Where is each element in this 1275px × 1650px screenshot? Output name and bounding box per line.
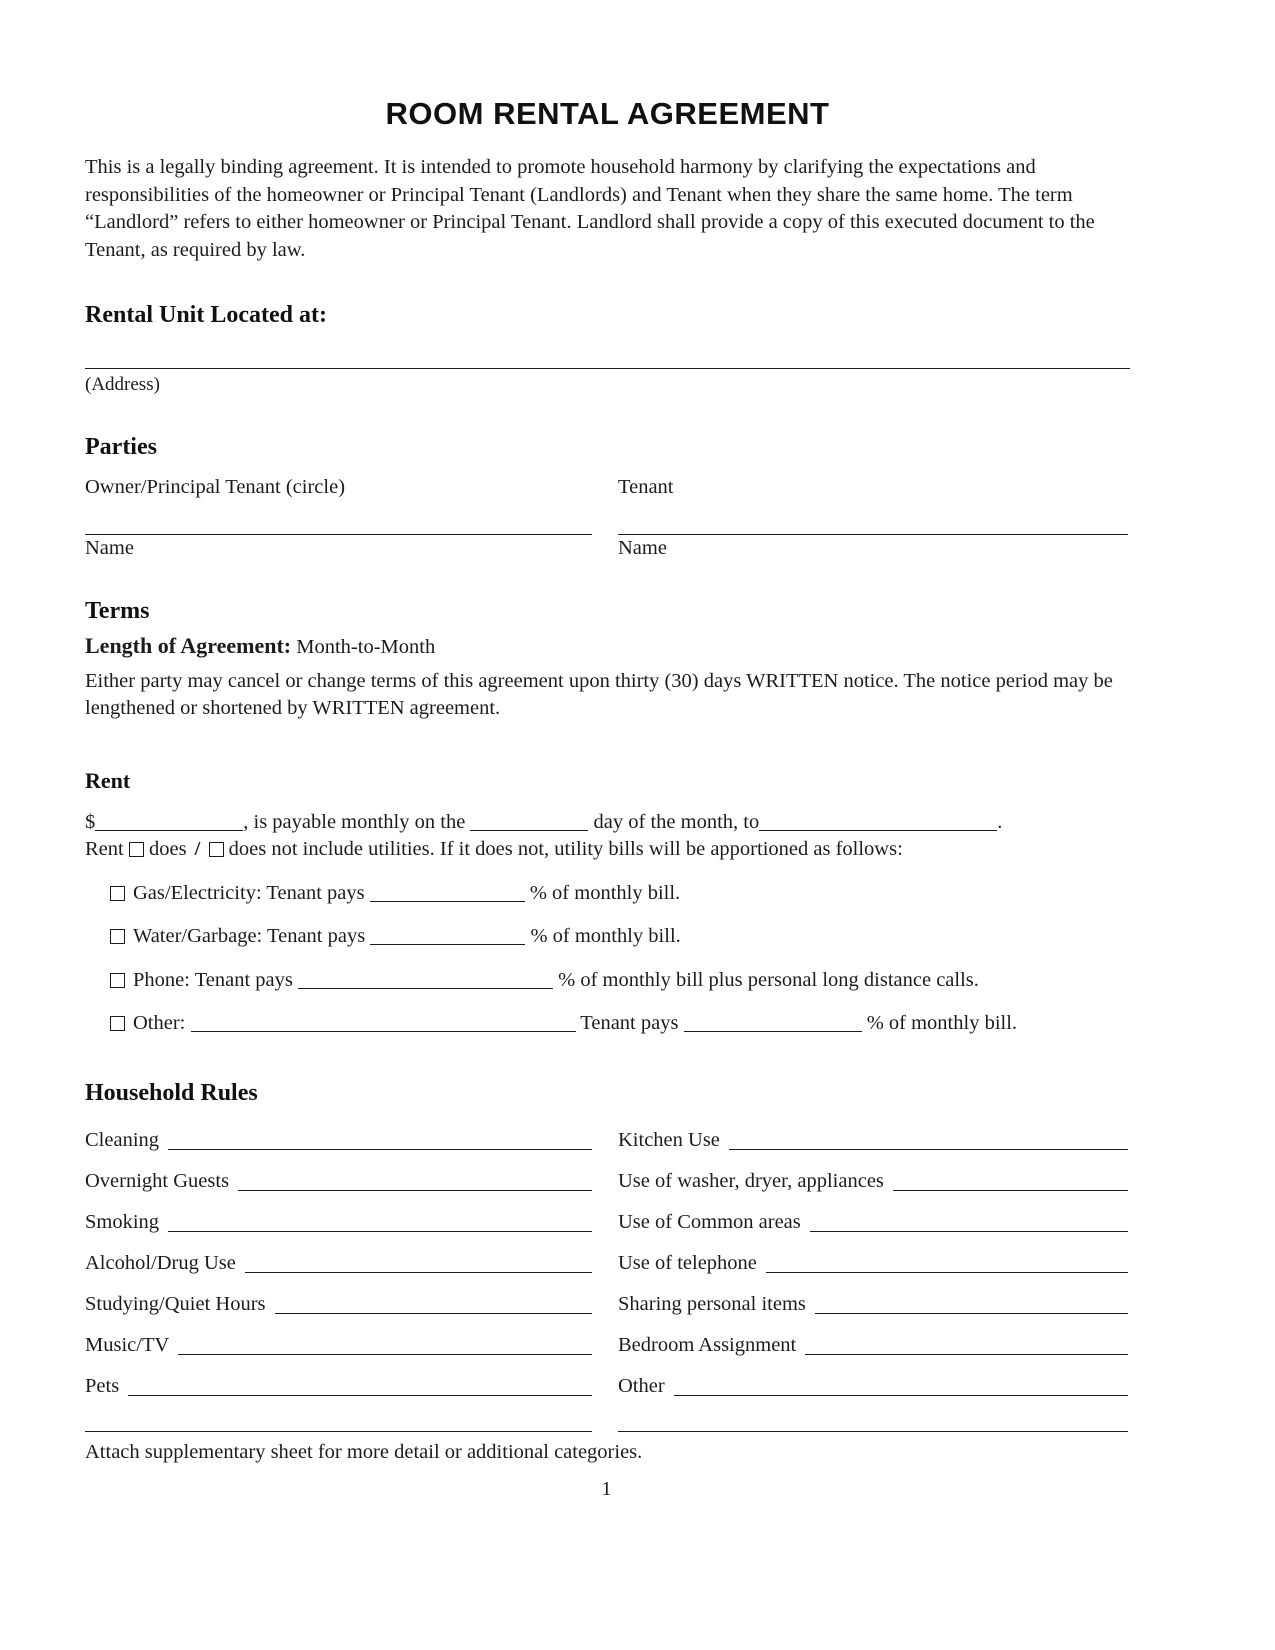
rule-label: Alcohol/Drug Use <box>85 1252 236 1274</box>
rent-payable-period: . <box>997 810 1003 833</box>
rent-heading: Rent <box>85 767 131 793</box>
rule-blank[interactable] <box>674 1395 1128 1396</box>
rule-row-common-areas <box>618 1196 1128 1237</box>
intro-paragraph: This is a legally binding agreement. It is intended to promote household harmony by clarifying the expectations and responsibilities of the homeowner or Principal Tenant (Landlords) and Tenant when they share the same home. The term “Landlord” refers to either homeowner or Principal Tenant. Landlord shall provide a copy of this executed document to the Tenant, as required by law. <box>85 156 1095 261</box>
rule-label: Bedroom Assignment <box>618 1334 797 1356</box>
household-rules-left-column <box>85 1114 592 1437</box>
rule-label: Sharing personal items <box>618 1293 806 1315</box>
rule-row-bedroom-assignment <box>618 1319 1128 1360</box>
rent-payable-text-1: , is payable monthly on the <box>243 810 466 833</box>
rule-blank[interactable] <box>238 1190 592 1191</box>
page-number: 1 <box>601 1478 612 1500</box>
rule-label: Pets <box>85 1375 120 1397</box>
terms-heading: Terms <box>85 598 150 624</box>
rule-row-extra-right <box>618 1401 1128 1437</box>
water-garbage-row <box>85 923 1130 951</box>
water-garbage-suffix: % of monthly bill. <box>530 925 681 947</box>
other-utility-mid: Tenant pays <box>580 1012 679 1034</box>
does-checkbox[interactable] <box>129 842 144 857</box>
rule-blank[interactable] <box>178 1354 592 1355</box>
owner-name-label: Name <box>85 536 134 559</box>
rule-label: Use of washer, dryer, appliances <box>618 1170 884 1192</box>
tenant-label: Tenant <box>618 476 674 498</box>
rule-blank[interactable] <box>810 1231 1128 1232</box>
supplementary-note: Attach supplementary sheet for more detail or additional categories. <box>85 1440 643 1463</box>
rule-row-sharing-personal-items <box>618 1278 1128 1319</box>
rule-label: Kitchen Use <box>618 1129 720 1151</box>
address-blank-line[interactable] <box>85 368 1130 369</box>
phone-label: Phone: Tenant pays <box>133 968 293 991</box>
rule-blank[interactable] <box>729 1149 1128 1150</box>
rule-blank[interactable] <box>128 1395 592 1396</box>
does-not-label: does not include utilities. If it does not, utility bills will be apportioned as follows: <box>228 838 903 860</box>
rule-row-cleaning <box>85 1114 592 1155</box>
parties-name-labels-row <box>85 535 1130 563</box>
household-rules-heading: Household Rules <box>85 1079 258 1106</box>
rule-blank[interactable] <box>168 1231 592 1232</box>
gas-electricity-checkbox[interactable] <box>110 886 125 901</box>
rent-amount-prefix: $ <box>85 810 96 833</box>
rule-label: Overnight Guests <box>85 1170 230 1192</box>
rule-label: Music/TV <box>85 1334 170 1356</box>
rent-utilities-line <box>85 836 1130 864</box>
rule-label: Use of Common areas <box>618 1211 801 1233</box>
rule-row-other <box>618 1360 1128 1401</box>
rule-label: Use of telephone <box>618 1252 757 1274</box>
gas-electricity-label: Gas/Electricity: Tenant pays <box>133 881 365 904</box>
slash-separator: / <box>194 838 201 860</box>
water-garbage-percent-blank[interactable] <box>370 930 525 945</box>
rule-blank[interactable] <box>766 1272 1128 1273</box>
parties-labels-row <box>85 474 1130 502</box>
phone-suffix: % of monthly bill plus personal long distance calls. <box>558 968 979 991</box>
rule-blank[interactable] <box>168 1149 592 1150</box>
phone-percent-blank[interactable] <box>298 974 553 989</box>
other-utility-label: Other: <box>133 1012 186 1034</box>
rent-day-blank[interactable] <box>470 816 588 831</box>
rule-row-music-tv <box>85 1319 592 1360</box>
household-rules-right-column <box>618 1114 1128 1437</box>
rule-blank[interactable] <box>245 1272 592 1273</box>
rental-unit-heading: Rental Unit Located at: <box>85 302 327 328</box>
rent-payee-blank[interactable] <box>759 816 997 831</box>
rule-row-kitchen-use <box>618 1114 1128 1155</box>
rent-payable-text-2: day of the month, to <box>593 810 760 833</box>
cancel-notice-paragraph: Either party may cancel or change terms of this agreement upon thirty (30) days WRITTEN notice. The notice period may be lengthened or shortened by WRITTEN agreement. <box>85 669 1113 719</box>
other-utility-checkbox[interactable] <box>110 1016 125 1031</box>
gas-electricity-percent-blank[interactable] <box>370 887 525 902</box>
rent-payable-line <box>85 809 1130 837</box>
gas-electricity-row <box>85 880 1130 908</box>
phone-row <box>85 967 1130 995</box>
owner-principal-label: Owner/Principal Tenant (circle) <box>85 476 346 498</box>
other-utility-desc-blank[interactable] <box>191 1017 576 1032</box>
address-label: (Address) <box>85 374 160 395</box>
does-label: does <box>148 838 187 860</box>
other-utility-row <box>85 1010 1130 1038</box>
rule-label: Other <box>618 1375 665 1397</box>
tenant-name-label: Name <box>618 536 667 559</box>
rule-blank[interactable] <box>815 1313 1128 1314</box>
rule-blank[interactable] <box>85 1431 592 1432</box>
rent-amount-blank[interactable] <box>95 816 243 831</box>
water-garbage-checkbox[interactable] <box>110 929 125 944</box>
rule-row-extra-left <box>85 1401 592 1437</box>
rule-row-studying-quiet-hours <box>85 1278 592 1319</box>
document-title: ROOM RENTAL AGREEMENT <box>385 96 830 131</box>
parties-heading: Parties <box>85 434 157 460</box>
rule-row-smoking <box>85 1196 592 1237</box>
gas-electricity-suffix: % of monthly bill. <box>529 881 681 904</box>
rule-row-overnight-guests <box>85 1155 592 1196</box>
phone-checkbox[interactable] <box>110 973 125 988</box>
length-of-agreement-line <box>85 632 1130 662</box>
rule-blank[interactable] <box>275 1313 592 1314</box>
rule-row-washer-dryer-appliances <box>618 1155 1128 1196</box>
other-utility-percent-blank[interactable] <box>684 1017 862 1032</box>
rule-blank[interactable] <box>618 1431 1128 1432</box>
length-of-agreement-label: Length of Agreement: <box>85 633 292 658</box>
length-of-agreement-value: Month-to-Month <box>296 636 436 658</box>
rule-row-alcohol-drug-use <box>85 1237 592 1278</box>
rent-word: Rent <box>85 838 124 860</box>
does-not-checkbox[interactable] <box>209 842 224 857</box>
water-garbage-label: Water/Garbage: Tenant pays <box>133 925 366 947</box>
rule-blank[interactable] <box>893 1190 1128 1191</box>
rule-label: Cleaning <box>85 1129 160 1151</box>
rule-label: Studying/Quiet Hours <box>85 1293 266 1315</box>
rule-row-pets <box>85 1360 592 1401</box>
rule-label: Smoking <box>85 1211 160 1233</box>
household-rules-grid <box>85 1114 1130 1437</box>
rule-row-telephone <box>618 1237 1128 1278</box>
rule-blank[interactable] <box>805 1354 1128 1355</box>
other-utility-suffix: % of monthly bill. <box>866 1012 1018 1034</box>
